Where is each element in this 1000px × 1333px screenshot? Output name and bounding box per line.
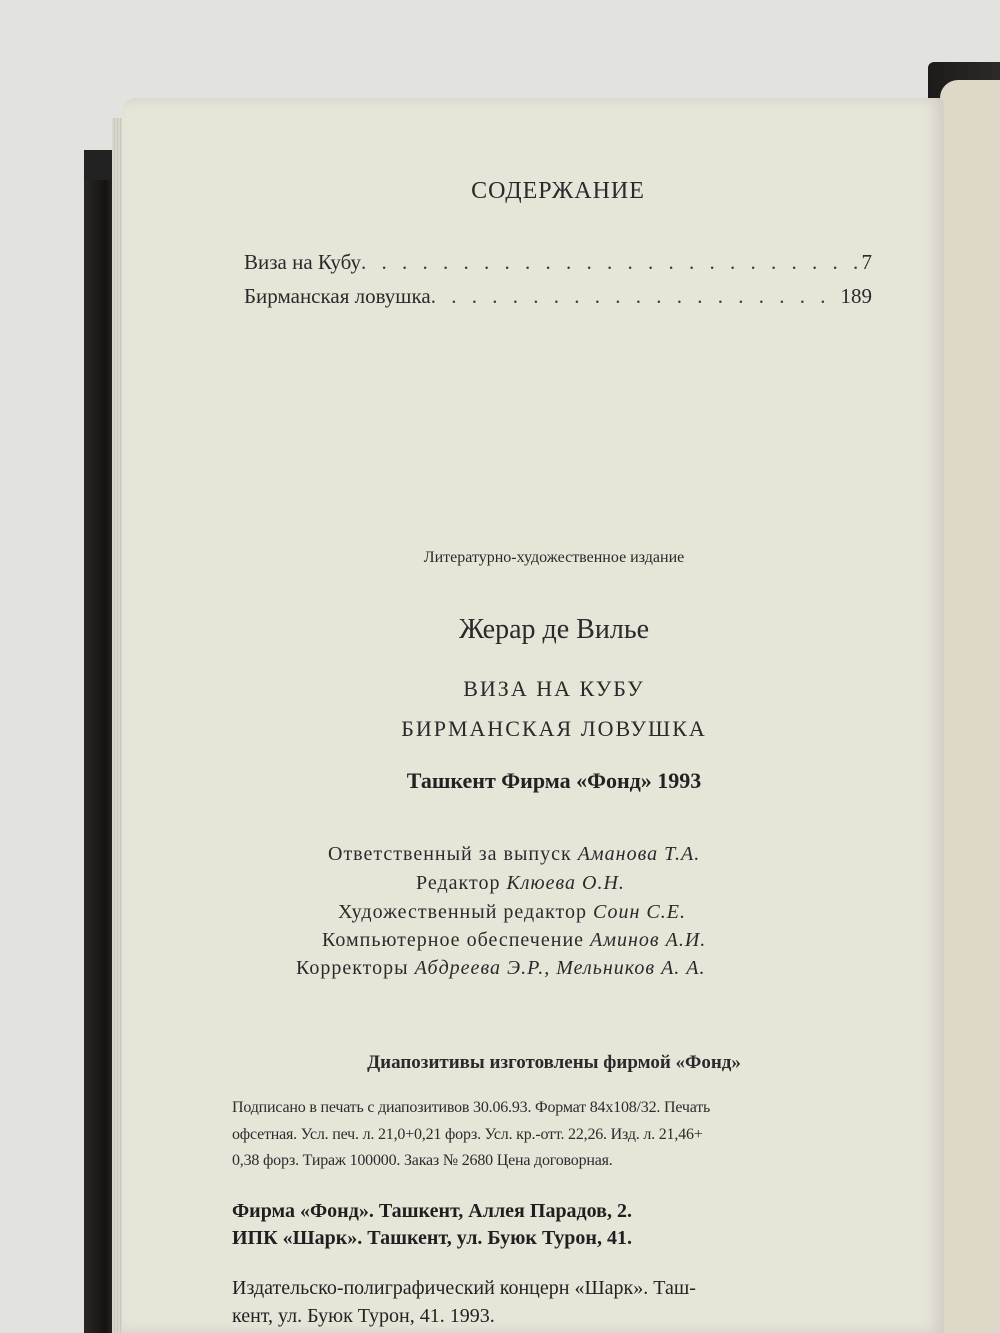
credit-line — [338, 901, 686, 924]
toc-leader-dots — [361, 250, 862, 275]
credit-name: Аминов А.И. — [590, 929, 707, 951]
toc-entry-page: 189 — [840, 284, 872, 308]
concern-line: Издательско-полиграфический концерн «Шарк». Таш- — [232, 1277, 696, 1299]
publisher-line: Фирма «Фонд». Ташкент, Аллея Парадов, 2. — [232, 1200, 632, 1222]
facing-page-edge — [940, 80, 1000, 1333]
credit-name: Аманова Т.А. — [577, 843, 701, 865]
credit-name: Абдреева Э.Р., Мельников А. А. — [414, 957, 706, 979]
credit-role: Художественный редактор — [338, 901, 587, 923]
credit-role: Ответственный за выпуск — [328, 843, 572, 865]
credit-line — [296, 957, 706, 980]
publisher-line: ИПК «Шарк». Ташкент, ул. Буюк Турон, 41. — [232, 1227, 632, 1249]
toc-entry — [244, 284, 872, 309]
imprint-line: Ташкент Фирма «Фонд» 1993 — [406, 768, 702, 793]
toc-leader-dots — [431, 284, 841, 309]
toc-entry — [244, 250, 872, 275]
book-title-2: БИРМАНСКАЯ ЛОВУШКА — [401, 716, 707, 741]
credit-role: Компьютерное обеспечение — [322, 929, 585, 951]
print-info-line: офсетная. Усл. печ. л. 21,0+0,21 форз. Усл. кр.-отт. 22,26. Изд. л. 21,46+ — [232, 1126, 703, 1143]
toc-entry-title: Бирманская ловушка — [244, 284, 431, 308]
credit-name: Соин С.Е. — [593, 901, 686, 923]
credit-role: Редактор — [416, 872, 501, 894]
book-author: Жерар де Вилье — [458, 614, 650, 645]
credit-line — [416, 872, 625, 895]
print-info-line: Подписано в печать с диапозитивов 30.06.93. Формат 84х108/32. Печать — [232, 1099, 711, 1116]
print-info-line: 0,38 форз. Тираж 100000. Заказ № 2680 Цена договорная. — [232, 1152, 613, 1169]
diapositives-note: Диапозитивы изготовлены фирмой «Фонд» — [367, 1052, 741, 1073]
book-title-1: ВИЗА НА КУБУ — [463, 676, 645, 701]
toc-entry-title: Виза на Кубу — [244, 250, 361, 274]
toc-entry-page: 7 — [861, 250, 872, 274]
credit-line — [328, 843, 700, 866]
concern-line: кент, ул. Буюк Турон, 41. 1993. — [232, 1305, 495, 1327]
credit-line — [322, 929, 706, 952]
toc-heading: СОДЕРЖАНИЕ — [471, 178, 645, 204]
credit-name: Клюева О.Н. — [506, 872, 625, 894]
edition-type: Литературно-художественное издание — [423, 549, 685, 566]
credit-role: Корректоры — [296, 957, 409, 979]
